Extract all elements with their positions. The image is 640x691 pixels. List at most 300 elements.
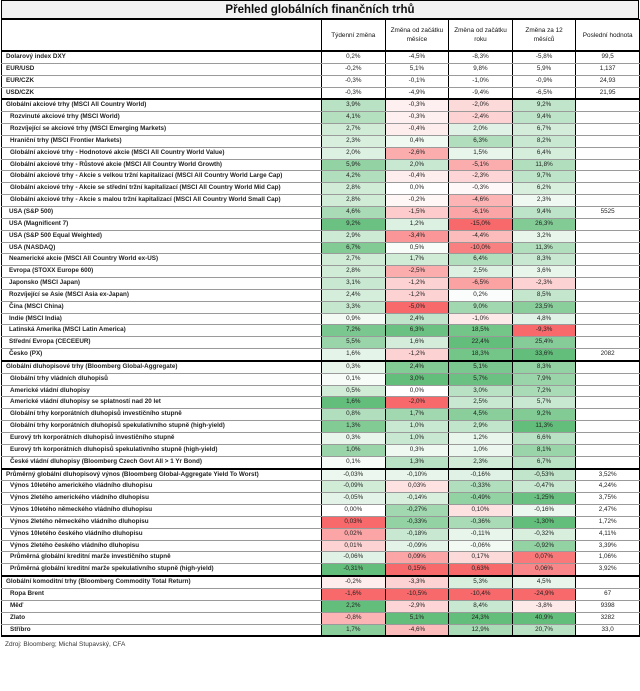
row-label: Japonsko (MSCI Japan): [2, 278, 322, 290]
cell-weekly-change: -0,06%: [322, 552, 386, 564]
cell-ytd-change: -1,0%: [449, 75, 513, 87]
cell-ytd-change: -0,06%: [449, 540, 513, 552]
cell-mtd-change: -1,2%: [385, 289, 449, 301]
cell-ytd-change: -5,1%: [449, 159, 513, 171]
table-row: [2, 206, 640, 218]
cell-mtd-change: -4,5%: [385, 51, 449, 63]
cell-weekly-change: 0,5%: [322, 385, 386, 397]
cell-ytd-change: 5,7%: [449, 373, 513, 385]
table-row: [2, 301, 640, 313]
cell-weekly-change: 9,2%: [322, 218, 386, 230]
table-row: [2, 385, 640, 397]
row-label: Průměrný globální dluhopisový výnos (Bloomberg Global-Aggregate Yield To Worst): [2, 469, 322, 481]
cell-12m-change: 40,9%: [512, 612, 576, 624]
cell-12m-change: -0,32%: [512, 528, 576, 540]
cell-mtd-change: 0,15%: [385, 564, 449, 576]
row-label: Výnos 10letého českého vládního dluhopisu: [2, 528, 322, 540]
cell-weekly-change: -0,3%: [322, 75, 386, 87]
row-label: USD/CZK: [2, 87, 322, 99]
row-label: Latinská Amerika (MSCI Latin America): [2, 325, 322, 337]
cell-weekly-change: 0,01%: [322, 540, 386, 552]
cell-last-value: [576, 147, 640, 159]
cell-last-value: [576, 313, 640, 325]
cell-mtd-change: -0,09%: [385, 540, 449, 552]
row-label: Výnos 10letého amerického vládního dluhopisu: [2, 481, 322, 493]
cell-ytd-change: 9,8%: [449, 63, 513, 75]
cell-last-value: 4,11%: [576, 528, 640, 540]
cell-last-value: [576, 361, 640, 373]
table-row: [2, 183, 640, 195]
cell-mtd-change: -10,5%: [385, 588, 449, 600]
cell-mtd-change: 3,0%: [385, 373, 449, 385]
cell-last-value: [576, 124, 640, 136]
cell-mtd-change: -0,3%: [385, 112, 449, 124]
cell-last-value: [576, 195, 640, 207]
cell-weekly-change: 2,9%: [322, 230, 386, 242]
cell-last-value: [576, 325, 640, 337]
cell-weekly-change: 2,7%: [322, 124, 386, 136]
cell-last-value: [576, 266, 640, 278]
cell-last-value: [576, 373, 640, 385]
cell-ytd-change: 6,3%: [449, 135, 513, 147]
cell-12m-change: -2,3%: [512, 278, 576, 290]
table-row: [2, 112, 640, 124]
cell-ytd-change: -6,5%: [449, 278, 513, 290]
cell-weekly-change: -0,03%: [322, 469, 386, 481]
cell-weekly-change: 0,00%: [322, 505, 386, 517]
table-row: [2, 361, 640, 373]
cell-mtd-change: 1,6%: [385, 337, 449, 349]
table-row: [2, 135, 640, 147]
row-label: Globální komoditní trhy (Bloomberg Commodity Total Return): [2, 576, 322, 588]
cell-ytd-change: -0,33%: [449, 481, 513, 493]
cell-12m-change: 5,7%: [512, 397, 576, 409]
cell-ytd-change: -0,11%: [449, 528, 513, 540]
cell-12m-change: 0,07%: [512, 552, 576, 564]
cell-weekly-change: 4,2%: [322, 171, 386, 183]
header-weekly-change: Týdenní změna: [322, 20, 386, 52]
cell-mtd-change: -2,0%: [385, 397, 449, 409]
cell-12m-change: 9,4%: [512, 112, 576, 124]
row-label: Globální dluhopisové trhy (Bloomberg Global-Aggregate): [2, 361, 322, 373]
cell-12m-change: -24,9%: [512, 588, 576, 600]
source-footnote: Zdroj: Bloomberg; Michal Stupavský, CFA: [5, 641, 126, 649]
cell-ytd-change: -2,4%: [449, 112, 513, 124]
table-row: [2, 576, 640, 588]
cell-mtd-change: 0,5%: [385, 242, 449, 254]
cell-12m-change: 11,8%: [512, 159, 576, 171]
table-row: [2, 75, 640, 87]
row-label: Globální akciové trhy (MSCI All Country World): [2, 99, 322, 111]
cell-ytd-change: -2,3%: [449, 171, 513, 183]
cell-mtd-change: -1,2%: [385, 349, 449, 361]
cell-mtd-change: 2,0%: [385, 159, 449, 171]
cell-12m-change: 20,7%: [512, 624, 576, 636]
header-ytd-change: Změna od začátku roku: [449, 20, 513, 52]
cell-12m-change: 4,5%: [512, 576, 576, 588]
cell-weekly-change: -0,3%: [322, 87, 386, 99]
cell-last-value: 5525: [576, 206, 640, 218]
cell-12m-change: 7,2%: [512, 385, 576, 397]
row-label: Rozvinuté akciové trhy (MSCI World): [2, 112, 322, 124]
cell-mtd-change: 5,1%: [385, 63, 449, 75]
cell-mtd-change: -0,18%: [385, 528, 449, 540]
cell-ytd-change: 2,3%: [449, 456, 513, 468]
cell-12m-change: 0,06%: [512, 564, 576, 576]
cell-last-value: [576, 289, 640, 301]
cell-last-value: [576, 576, 640, 588]
cell-last-value: [576, 99, 640, 111]
cell-12m-change: -5,8%: [512, 51, 576, 63]
table-row: [2, 266, 640, 278]
cell-ytd-change: 0,63%: [449, 564, 513, 576]
row-label: USA (NASDAQ): [2, 242, 322, 254]
cell-weekly-change: 3,1%: [322, 278, 386, 290]
cell-mtd-change: 2,4%: [385, 361, 449, 373]
row-label: EUR/USD: [2, 63, 322, 75]
row-label: Rozvíjející se akciové trhy (MSCI Emerging Markets): [2, 124, 322, 136]
row-label: Globální akciové trhy - Hodnotové akcie (MSCI All Country World Value): [2, 147, 322, 159]
cell-ytd-change: 2,0%: [449, 124, 513, 136]
cell-last-value: 3282: [576, 612, 640, 624]
cell-weekly-change: 1,6%: [322, 349, 386, 361]
table-row: [2, 278, 640, 290]
row-label: Globální akciové trhy - Akcie s malou tržní kapitalizací (MSCI All Country World Small Cap): [2, 195, 322, 207]
cell-weekly-change: 2,4%: [322, 289, 386, 301]
cell-mtd-change: 1,3%: [385, 456, 449, 468]
cell-ytd-change: -2,0%: [449, 99, 513, 111]
cell-12m-change: -0,9%: [512, 75, 576, 87]
table-row: [2, 409, 640, 421]
cell-ytd-change: 4,5%: [449, 409, 513, 421]
cell-12m-change: 4,8%: [512, 313, 576, 325]
table-row: [2, 469, 640, 481]
row-label: Eurový trh korporátních dluhopisů investičního stupně: [2, 433, 322, 445]
cell-last-value: [576, 171, 640, 183]
cell-mtd-change: 0,0%: [385, 183, 449, 195]
cell-weekly-change: -0,05%: [322, 493, 386, 505]
cell-last-value: 2,47%: [576, 505, 640, 517]
cell-weekly-change: -0,31%: [322, 564, 386, 576]
cell-last-value: 24,93: [576, 75, 640, 87]
cell-ytd-change: -0,36%: [449, 516, 513, 528]
table-row: [2, 456, 640, 468]
cell-weekly-change: 3,3%: [322, 301, 386, 313]
cell-mtd-change: -0,4%: [385, 124, 449, 136]
cell-weekly-change: 2,8%: [322, 266, 386, 278]
market-overview-table-container: [1, 0, 639, 648]
cell-ytd-change: 1,2%: [449, 433, 513, 445]
cell-12m-change: 9,2%: [512, 409, 576, 421]
cell-ytd-change: -15,0%: [449, 218, 513, 230]
row-label: Česko (PX): [2, 349, 322, 361]
cell-last-value: 3,75%: [576, 493, 640, 505]
cell-ytd-change: 5,3%: [449, 576, 513, 588]
cell-weekly-change: 6,7%: [322, 242, 386, 254]
cell-ytd-change: 3,0%: [449, 385, 513, 397]
cell-mtd-change: 0,09%: [385, 552, 449, 564]
table-row: [2, 493, 640, 505]
cell-mtd-change: 0,03%: [385, 481, 449, 493]
cell-weekly-change: 0,1%: [322, 373, 386, 385]
cell-last-value: 99,5: [576, 51, 640, 63]
row-label: Eurový trh korporátních dluhopisů spekulativního stupně (high-yield): [2, 444, 322, 456]
cell-weekly-change: 1,6%: [322, 397, 386, 409]
table-row: [2, 63, 640, 75]
cell-last-value: [576, 409, 640, 421]
cell-mtd-change: -2,9%: [385, 600, 449, 612]
cell-weekly-change: 1,7%: [322, 624, 386, 636]
table-row: [2, 373, 640, 385]
table-row: [2, 337, 640, 349]
row-label: USA (S&P 500): [2, 206, 322, 218]
cell-12m-change: 8,2%: [512, 135, 576, 147]
cell-mtd-change: 2,4%: [385, 313, 449, 325]
cell-last-value: [576, 397, 640, 409]
cell-last-value: [576, 254, 640, 266]
cell-12m-change: 11,3%: [512, 421, 576, 433]
table-row: [2, 230, 640, 242]
cell-ytd-change: 2,5%: [449, 397, 513, 409]
cell-mtd-change: -0,14%: [385, 493, 449, 505]
cell-mtd-change: -1,5%: [385, 206, 449, 218]
row-label: Americké vládní dluhopisy: [2, 385, 322, 397]
cell-last-value: [576, 112, 640, 124]
cell-mtd-change: 1,7%: [385, 409, 449, 421]
cell-12m-change: 6,2%: [512, 183, 576, 195]
cell-12m-change: -6,5%: [512, 87, 576, 99]
table-row: [2, 600, 640, 612]
cell-12m-change: 9,2%: [512, 99, 576, 111]
cell-last-value: [576, 159, 640, 171]
header-12m-change: Změna za 12 měsíců: [512, 20, 576, 52]
table-row: [2, 624, 640, 636]
header-instrument: [2, 20, 322, 52]
cell-mtd-change: 1,2%: [385, 218, 449, 230]
cell-mtd-change: -0,10%: [385, 469, 449, 481]
cell-ytd-change: -8,3%: [449, 51, 513, 63]
cell-last-value: [576, 385, 640, 397]
cell-12m-change: -1,25%: [512, 493, 576, 505]
cell-12m-change: -0,47%: [512, 481, 576, 493]
cell-mtd-change: -0,33%: [385, 516, 449, 528]
cell-weekly-change: 2,8%: [322, 183, 386, 195]
cell-mtd-change: -0,27%: [385, 505, 449, 517]
row-label: Výnos 10letého německého vládního dluhopisu: [2, 505, 322, 517]
cell-weekly-change: 0,3%: [322, 433, 386, 445]
cell-ytd-change: 1,5%: [449, 147, 513, 159]
cell-last-value: 33,0: [576, 624, 640, 636]
cell-12m-change: 6,6%: [512, 433, 576, 445]
table-row: [2, 313, 640, 325]
table-row: [2, 421, 640, 433]
row-label: USA (Magnificent 7): [2, 218, 322, 230]
cell-weekly-change: 0,3%: [322, 361, 386, 373]
cell-last-value: [576, 444, 640, 456]
cell-last-value: [576, 337, 640, 349]
table-row: [2, 444, 640, 456]
cell-ytd-change: -10,0%: [449, 242, 513, 254]
table-row: [2, 195, 640, 207]
table-row: [2, 124, 640, 136]
cell-12m-change: 6,7%: [512, 124, 576, 136]
cell-weekly-change: -0,09%: [322, 481, 386, 493]
cell-ytd-change: 24,3%: [449, 612, 513, 624]
row-label: Měď: [2, 600, 322, 612]
row-label: Globální trhy korporátních dluhopisů spekulativního stupně (high-yield): [2, 421, 322, 433]
row-label: Globální trhy korporátních dluhopisů investičního stupně: [2, 409, 322, 421]
cell-weekly-change: 4,1%: [322, 112, 386, 124]
cell-last-value: [576, 433, 640, 445]
cell-12m-change: 3,2%: [512, 230, 576, 242]
cell-ytd-change: 8,4%: [449, 600, 513, 612]
table-row: [2, 505, 640, 517]
cell-weekly-change: 4,6%: [322, 206, 386, 218]
cell-weekly-change: 0,1%: [322, 456, 386, 468]
row-label: Indie (MSCI India): [2, 313, 322, 325]
cell-ytd-change: 12,9%: [449, 624, 513, 636]
cell-weekly-change: 7,2%: [322, 325, 386, 337]
cell-ytd-change: -0,3%: [449, 183, 513, 195]
cell-mtd-change: 5,1%: [385, 612, 449, 624]
cell-12m-change: -9,3%: [512, 325, 576, 337]
table-title: Přehled globálních finančních trhů: [1, 0, 639, 19]
cell-mtd-change: 6,3%: [385, 325, 449, 337]
table-row: [2, 159, 640, 171]
cell-mtd-change: -0,4%: [385, 171, 449, 183]
cell-mtd-change: 0,3%: [385, 444, 449, 456]
cell-last-value: [576, 242, 640, 254]
cell-last-value: [576, 421, 640, 433]
cell-ytd-change: 1,0%: [449, 444, 513, 456]
cell-12m-change: 8,5%: [512, 289, 576, 301]
cell-ytd-change: 5,1%: [449, 361, 513, 373]
cell-weekly-change: -1,6%: [322, 588, 386, 600]
cell-mtd-change: -0,1%: [385, 75, 449, 87]
table-row: [2, 397, 640, 409]
cell-12m-change: 9,4%: [512, 206, 576, 218]
cell-ytd-change: -0,49%: [449, 493, 513, 505]
cell-last-value: 9398: [576, 600, 640, 612]
cell-mtd-change: -3,4%: [385, 230, 449, 242]
row-label: Zlato: [2, 612, 322, 624]
cell-ytd-change: 0,17%: [449, 552, 513, 564]
cell-ytd-change: -4,6%: [449, 195, 513, 207]
cell-mtd-change: -2,5%: [385, 266, 449, 278]
table-row: [2, 218, 640, 230]
table-body: [2, 51, 640, 636]
cell-weekly-change: 0,8%: [322, 409, 386, 421]
row-label: Průměrná globální kreditní marže spekulativního stupně (high-yield): [2, 564, 322, 576]
cell-12m-change: 7,9%: [512, 373, 576, 385]
table-row: [2, 588, 640, 600]
cell-ytd-change: 2,9%: [449, 421, 513, 433]
market-overview-table: [1, 19, 640, 637]
cell-weekly-change: -0,2%: [322, 63, 386, 75]
cell-ytd-change: -9,4%: [449, 87, 513, 99]
cell-weekly-change: 3,9%: [322, 99, 386, 111]
cell-ytd-change: 9,0%: [449, 301, 513, 313]
cell-last-value: [576, 230, 640, 242]
cell-weekly-change: 0,02%: [322, 528, 386, 540]
row-label: EUR/CZK: [2, 75, 322, 87]
cell-ytd-change: 18,3%: [449, 349, 513, 361]
cell-weekly-change: 2,8%: [322, 195, 386, 207]
cell-12m-change: 6,7%: [512, 456, 576, 468]
cell-last-value: 1,06%: [576, 552, 640, 564]
cell-weekly-change: 0,2%: [322, 51, 386, 63]
row-label: Výnos 2letého amerického vládního dluhopisu: [2, 493, 322, 505]
table-row: [2, 433, 640, 445]
row-label: Střední Evropa (CECEEUR): [2, 337, 322, 349]
cell-ytd-change: 0,10%: [449, 505, 513, 517]
cell-weekly-change: 0,03%: [322, 516, 386, 528]
row-label: Výnos 2letého německého vládního dluhopisu: [2, 516, 322, 528]
cell-weekly-change: 2,7%: [322, 254, 386, 266]
cell-ytd-change: -4,4%: [449, 230, 513, 242]
cell-last-value: 21,95: [576, 87, 640, 99]
table-row: [2, 349, 640, 361]
row-label: Globální akciové trhy - Růstové akcie (MSCI All Country World Growth): [2, 159, 322, 171]
cell-weekly-change: 2,2%: [322, 600, 386, 612]
cell-weekly-change: -0,8%: [322, 612, 386, 624]
header-mtd-change: Změna od začátku měsíce: [385, 20, 449, 52]
cell-ytd-change: -6,1%: [449, 206, 513, 218]
cell-mtd-change: -3,3%: [385, 576, 449, 588]
cell-last-value: [576, 135, 640, 147]
table-row: [2, 516, 640, 528]
cell-12m-change: 6,4%: [512, 147, 576, 159]
cell-last-value: [576, 278, 640, 290]
table-row: [2, 254, 640, 266]
row-label: Výnos 2letého českého vládního dluhopisu: [2, 540, 322, 552]
table-row: [2, 612, 640, 624]
row-label: Americké vládní dluhopisy se splatností nad 20 let: [2, 397, 322, 409]
row-label: Globální akciové trhy - Akcie se střední tržní kapitalizací (MSCI All Country World Mid Cap): [2, 183, 322, 195]
row-label: USA (S&P 500 Equal Weighted): [2, 230, 322, 242]
cell-12m-change: -0,53%: [512, 469, 576, 481]
table-row: [2, 540, 640, 552]
table-row: [2, 99, 640, 111]
cell-12m-change: 9,7%: [512, 171, 576, 183]
cell-12m-change: 11,3%: [512, 242, 576, 254]
cell-mtd-change: -4,9%: [385, 87, 449, 99]
cell-12m-change: 33,6%: [512, 349, 576, 361]
cell-12m-change: 23,5%: [512, 301, 576, 313]
cell-12m-change: 8,3%: [512, 254, 576, 266]
table-row: [2, 552, 640, 564]
cell-ytd-change: 6,4%: [449, 254, 513, 266]
row-label: Evropa (STOXX Europe 600): [2, 266, 322, 278]
row-label: Hraniční trhy (MSCI Frontier Markets): [2, 135, 322, 147]
cell-12m-change: 3,6%: [512, 266, 576, 278]
cell-mtd-change: 0,4%: [385, 135, 449, 147]
cell-12m-change: 26,3%: [512, 218, 576, 230]
row-label: Globální trhy vládních dluhopisů: [2, 373, 322, 385]
cell-weekly-change: 5,5%: [322, 337, 386, 349]
table-row: [2, 289, 640, 301]
table-row: [2, 51, 640, 63]
cell-last-value: [576, 218, 640, 230]
cell-last-value: 1,72%: [576, 516, 640, 528]
cell-last-value: 67: [576, 588, 640, 600]
cell-ytd-change: -10,4%: [449, 588, 513, 600]
cell-weekly-change: 2,0%: [322, 147, 386, 159]
row-label: Stříbro: [2, 624, 322, 636]
cell-12m-change: 2,3%: [512, 195, 576, 207]
cell-last-value: 3,92%: [576, 564, 640, 576]
cell-weekly-change: 1,0%: [322, 444, 386, 456]
